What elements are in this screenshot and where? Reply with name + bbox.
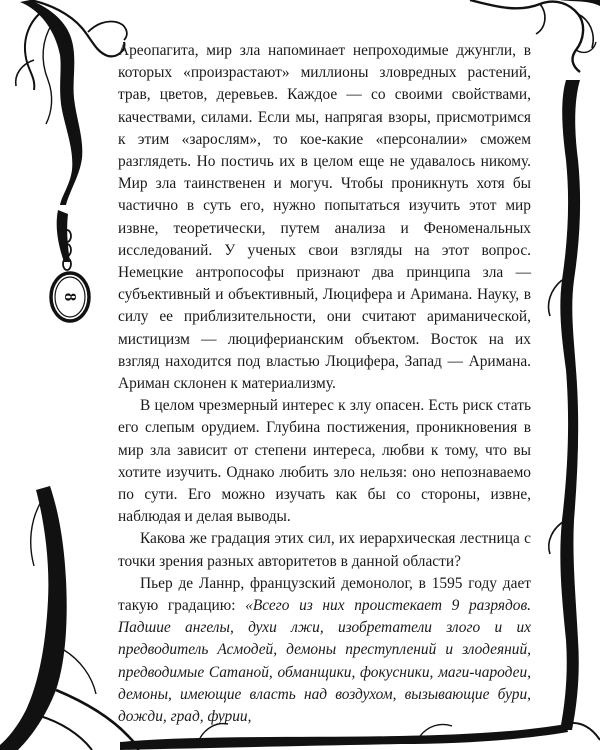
paragraph-1: Ареопагита, мир зла напоминает непроходимые джунгли, в которых «произрастают» миллионы зловредных растений, трав, цветов, деревьев. Каждое — со своими свойствами, качествами, силами. Если мы, напрягая взоры, присмотримся к этим «зарослям», то кое-какие «персоналии» сможем разглядеть. Но постичь их в целом еще не удавалось никому. Мир зла таинственен и могуч. Чтобы проникнуть хотя бы частично в суть его, нужно попытаться изучить этот мир извне, теоретически, путем анализа и Феноменальных исследований. У ученых свои взгляды на этот вопрос. Немецкие антропософы признают два принципа зла — субъективный и объективный, Люцифера и Аримана. Науку, в силу ее приблизительности, они считают ариманической, мистицизм — люциферианским объектом. Восток на их взгляд находится под властью Люцифера, Запад — Аримана. Ариман склонен к материализму.: [118, 42, 531, 393]
paragraph-4-plain: Пьер де Ланнр, французский демонолог, в 1595 году дает такую градацию:: [118, 574, 531, 615]
right-trunk: [560, 80, 580, 730]
paragraph-4-quote: «Всего из них проистекает 9 разрядов. Падшие ангелы, духи лжи, изобретатели злого и их предводитель Асмодей, демоны преступлений и злодеяний, предводимые Сатаной, обманщики, фокусники, маги-чародеи, демоны, имеющие власть над воздухом, вызывающие бури, дожди, град, фурии,: [118, 597, 532, 726]
page-text: [118, 40, 531, 728]
page-number: 8: [61, 292, 80, 302]
paragraph-4: [118, 573, 531, 728]
bottom-left-roots: [0, 486, 67, 750]
paragraph-2: В целом чрезмерный интерес к злу опасен. Есть риск стать его слепым орудием. Глубина постижения, проникновения в мир зла зависит от степени интереса, любви к тому, что вы хотите изучить. Однако любить зло нельзя: оно непознаваемо по сути. Его можно изучать как бы со стороны, извне, наблюдая и делая выводы.: [118, 397, 531, 526]
paragraph-3: Какова же градация этих сил, их иерархическая лестница с точки зрения разных авторитетов в данной области?: [118, 530, 531, 570]
